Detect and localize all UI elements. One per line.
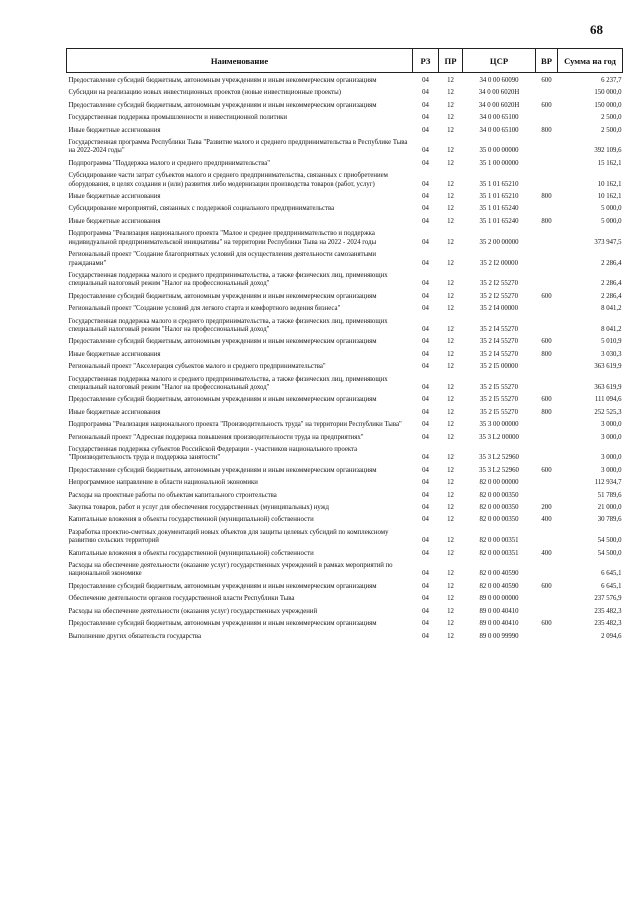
cell-rz: 04 — [422, 516, 429, 524]
cell-sum: 5 010,9 — [601, 338, 622, 346]
table-row — [67, 620, 623, 628]
cell-rz: 04 — [422, 193, 429, 201]
cell-pr: 12 — [447, 479, 454, 487]
cell-vr — [536, 562, 558, 579]
cell-sum: 6 645,1 — [601, 582, 622, 590]
cell-sum: 235 482,3 — [594, 607, 622, 615]
cell-pr: 12 — [447, 537, 454, 545]
cell-rz: 04 — [422, 607, 429, 615]
cell-rz: 04 — [422, 396, 429, 404]
page-number: 68 — [590, 22, 603, 37]
cell-pr: 12 — [447, 632, 454, 640]
table-row — [67, 338, 623, 346]
cell-csr: 35 2 I4 00000 — [480, 305, 518, 313]
table-row — [67, 633, 623, 641]
cell-name: Предоставление субсидий бюджетным, автономным учреждениям и иным некоммерческим организациям — [68, 582, 377, 590]
cell-rz: 04 — [422, 363, 429, 371]
cell-rz: 04 — [422, 159, 429, 167]
cell-csr: 35 2 I5 00000 — [480, 363, 518, 371]
cell-name: Субсидирование части затрат субъектов малого и среднего предпринимательства, связанных с приобретением оборудования, в целях создания и (или) развития либо модернизации производства товаров (работ, услуг) — [68, 172, 388, 188]
cell-name: Иные бюджетные ассигнования — [68, 126, 161, 134]
cell-name: Иные бюджетные ассигнования — [68, 193, 161, 201]
table-row — [67, 351, 623, 359]
cell-name: Региональный проект "Создание условий для легкого старта и комфортного ведения бизнеса" — [68, 305, 341, 313]
cell-vr: 200 — [541, 504, 552, 512]
cell-name: Расходы на обеспечение деятельности (оказание услуг) государственных учреждений в рамках мероприятий по национальной экономике — [68, 562, 393, 578]
cell-pr: 12 — [447, 126, 454, 134]
cell-sum: 2 286,4 — [601, 280, 622, 288]
cell-pr: 12 — [447, 305, 454, 313]
cell-csr: 35 3 L2 00000 — [479, 433, 519, 441]
cell-pr: 12 — [447, 280, 454, 288]
cell-rz: 04 — [422, 180, 429, 188]
cell-vr — [536, 633, 558, 641]
cell-csr: 35 1 01 65240 — [479, 205, 519, 213]
cell-name: Предоставление субсидий бюджетным, автономным учреждениям и иным некоммерческим организациям — [68, 77, 377, 84]
table-row — [67, 376, 623, 393]
cell-csr: 34 0 00 60090 — [479, 77, 519, 84]
cell-vr: 800 — [541, 217, 552, 225]
cell-pr: 12 — [447, 549, 454, 557]
header-pr: ПР — [439, 49, 463, 73]
cell-sum: 150 000,0 — [594, 101, 622, 109]
cell-name: Капитальные вложения в объекты государственной (муниципальной) собственности — [68, 516, 314, 524]
table-row — [67, 114, 623, 122]
cell-csr: 35 1 01 65210 — [479, 180, 519, 188]
table-row — [67, 293, 623, 301]
cell-sum: 10 162,1 — [597, 193, 622, 201]
cell-pr: 12 — [447, 363, 454, 371]
header-rz: РЗ — [413, 49, 439, 73]
cell-sum: 3 000,0 — [601, 433, 622, 441]
cell-name: Подпрограмма "Реализация национального проекта "Производительность труда" на территории Республики Тыва" — [68, 421, 402, 429]
cell-vr — [536, 89, 558, 97]
cell-vr — [536, 492, 558, 500]
cell-csr: 89 0 00 00000 — [479, 595, 519, 603]
cell-vr: 800 — [541, 350, 552, 358]
cell-pr: 12 — [447, 491, 454, 499]
cell-pr: 12 — [447, 193, 454, 201]
cell-rz: 04 — [422, 504, 429, 512]
cell-name: Субсидирование мероприятий, связанных с поддержкой социального предпринимательства — [68, 205, 335, 213]
cell-pr: 12 — [447, 259, 454, 267]
cell-name: Государственная поддержка малого и среднего предпринимательства, а также физических лиц, применяющих специальный налоговый режим "Налог на профессиональный доход" — [68, 317, 388, 333]
table-row — [67, 583, 623, 591]
table-row — [67, 467, 623, 475]
cell-csr: 89 0 00 40410 — [479, 620, 519, 628]
cell-vr — [536, 251, 558, 268]
cell-rz: 04 — [422, 305, 429, 313]
table-row — [67, 102, 623, 110]
table-row — [67, 434, 623, 442]
table-row — [67, 396, 623, 404]
table-row — [67, 529, 623, 546]
cell-csr: 35 2 I2 55270 — [480, 292, 518, 300]
table-row — [67, 89, 623, 97]
cell-pr: 12 — [447, 205, 454, 213]
cell-sum: 373 947,5 — [594, 238, 622, 246]
cell-vr: 400 — [541, 516, 552, 524]
cell-sum: 54 500,0 — [597, 549, 622, 557]
cell-name: Предоставление субсидий бюджетным, автономным учреждениям и иным некоммерческим организациям — [68, 466, 377, 474]
cell-sum: 363 619,9 — [594, 383, 622, 391]
cell-rz: 04 — [422, 570, 429, 578]
cell-rz: 04 — [422, 89, 429, 97]
table-row — [67, 272, 623, 289]
cell-csr: 82 0 00 00350 — [479, 504, 519, 512]
cell-pr: 12 — [447, 114, 454, 122]
cell-vr: 600 — [541, 466, 552, 474]
cell-rz: 04 — [422, 421, 429, 429]
cell-sum: 51 789,6 — [597, 491, 622, 499]
cell-pr: 12 — [447, 89, 454, 97]
cell-csr: 89 0 00 40410 — [479, 607, 519, 615]
cell-name: Непрограммное направление в области национальной экономики — [68, 479, 258, 487]
cell-name: Региональный проект "Адресная поддержка повышения производительности труда на предприятиях" — [68, 433, 364, 441]
cell-sum: 112 934,7 — [594, 479, 622, 487]
cell-pr: 12 — [447, 570, 454, 578]
header-sum: Сумма на год — [558, 49, 623, 73]
cell-sum: 8 041,2 — [601, 305, 622, 313]
cell-sum: 6 237,7 — [601, 77, 622, 84]
cell-sum: 237 576,9 — [594, 595, 622, 603]
cell-vr — [536, 363, 558, 371]
cell-sum: 2 500,0 — [601, 114, 622, 122]
cell-sum: 6 645,1 — [601, 570, 622, 578]
cell-sum: 5 000,0 — [601, 217, 622, 225]
cell-vr: 600 — [541, 620, 552, 628]
cell-pr: 12 — [447, 338, 454, 346]
table-row — [67, 139, 623, 156]
cell-rz: 04 — [422, 205, 429, 213]
cell-name: Предоставление субсидий бюджетным, автономным учреждениям и иным некоммерческим организациям — [68, 101, 377, 109]
cell-pr: 12 — [447, 77, 454, 84]
cell-csr: 89 0 00 99990 — [479, 632, 519, 640]
cell-pr: 12 — [447, 595, 454, 603]
cell-name: Государственная поддержка малого и среднего предпринимательства, а также физических лиц, применяющих специальный налоговый режим "Налог на профессиональный доход" — [68, 271, 388, 288]
cell-csr: 82 0 00 40590 — [479, 570, 519, 578]
cell-pr: 12 — [447, 421, 454, 429]
cell-rz: 04 — [422, 114, 429, 122]
cell-name: Иные бюджетные ассигнования — [68, 350, 161, 358]
cell-csr: 35 3 L2 52960 — [479, 466, 519, 474]
cell-pr: 12 — [447, 238, 454, 246]
table-row — [67, 504, 623, 512]
cell-sum: 3 000,0 — [601, 466, 622, 474]
cell-sum: 3 000,0 — [601, 454, 622, 462]
table-body — [67, 73, 623, 641]
cell-rz: 04 — [422, 238, 429, 246]
cell-sum: 3 000,0 — [601, 421, 622, 429]
cell-vr: 800 — [541, 408, 552, 416]
cell-name: Обеспечение деятельности органов государственной власти Республики Тыва — [68, 595, 295, 603]
table-row — [67, 251, 623, 268]
table-row — [67, 193, 623, 201]
cell-rz: 04 — [422, 595, 429, 603]
table-row — [67, 595, 623, 603]
table-row — [67, 205, 623, 213]
cell-csr: 35 2 I4 55270 — [480, 325, 518, 333]
cell-sum: 10 162,1 — [597, 180, 622, 188]
cell-rz: 04 — [422, 350, 429, 358]
cell-rz: 04 — [422, 217, 429, 225]
header-vr: ВР — [536, 49, 558, 73]
cell-sum: 252 525,3 — [594, 408, 622, 416]
cell-rz: 04 — [422, 383, 429, 391]
cell-csr: 35 2 I5 55270 — [480, 396, 518, 404]
cell-rz: 04 — [422, 126, 429, 134]
cell-name: Выполнение других обязательств государства — [68, 632, 202, 640]
cell-vr — [536, 318, 558, 335]
cell-csr: 35 3 00 00000 — [479, 421, 519, 429]
cell-csr: 82 0 00 40590 — [479, 582, 519, 590]
cell-rz: 04 — [422, 433, 429, 441]
cell-vr — [536, 434, 558, 442]
table-row — [67, 127, 623, 135]
cell-name: Закупка товаров, работ и услуг для обеспечения государственных (муниципальных) нужд — [68, 504, 329, 512]
cell-sum: 54 500,0 — [597, 537, 622, 545]
cell-csr: 34 0 00 6020Н — [478, 89, 520, 97]
table-row — [67, 77, 623, 85]
cell-vr: 600 — [541, 396, 552, 404]
header-csr: ЦСР — [463, 49, 536, 73]
cell-pr: 12 — [447, 383, 454, 391]
cell-csr: 35 2 I2 00000 — [480, 259, 518, 267]
cell-vr — [536, 230, 558, 247]
cell-vr: 800 — [541, 126, 552, 134]
cell-name: Региональный проект "Акселерация субъектов малого и среднего предпринимательства" — [68, 363, 326, 371]
cell-sum: 21 000,0 — [597, 504, 622, 512]
cell-csr: 82 0 00 00351 — [479, 549, 519, 557]
cell-pr: 12 — [447, 292, 454, 300]
cell-vr: 600 — [541, 338, 552, 346]
table-row — [67, 409, 623, 417]
cell-csr: 35 2 I5 55270 — [480, 408, 518, 416]
cell-rz: 04 — [422, 408, 429, 416]
cell-rz: 04 — [422, 632, 429, 640]
cell-sum: 235 482,3 — [594, 620, 622, 628]
table-row — [67, 516, 623, 524]
cell-vr: 600 — [541, 77, 552, 84]
cell-vr: 600 — [541, 101, 552, 109]
cell-sum: 30 789,6 — [597, 516, 622, 524]
cell-name: Разработка проектно-сметных документаций новых объектов для защиты целевых субсидий по комплексному развитию сельских территорий — [68, 528, 389, 545]
cell-pr: 12 — [447, 217, 454, 225]
cell-rz: 04 — [422, 325, 429, 333]
cell-csr: 82 0 00 00351 — [479, 537, 519, 545]
cell-name: Расходы на проектные работы по объектам капитального строительства — [68, 491, 277, 499]
cell-pr: 12 — [447, 454, 454, 462]
table-row — [67, 421, 623, 429]
cell-rz: 04 — [422, 259, 429, 267]
cell-csr: 82 0 00 00350 — [479, 491, 519, 499]
cell-name: Предоставление субсидий бюджетным, автономным учреждениям и иным некоммерческим организациям — [68, 292, 377, 300]
cell-sum: 111 094,6 — [594, 396, 622, 404]
cell-name: Государственная поддержка малого и среднего предпринимательства, а также физических лиц, применяющих специальный налоговый режим "Налог на профессиональный доход" — [68, 375, 388, 391]
cell-pr: 12 — [447, 159, 454, 167]
table-row — [67, 562, 623, 579]
cell-name: Иные бюджетные ассигнования — [68, 408, 161, 416]
cell-pr: 12 — [447, 466, 454, 474]
table-row — [67, 305, 623, 313]
cell-vr — [536, 172, 558, 189]
cell-pr: 12 — [447, 620, 454, 628]
table-row — [67, 363, 623, 371]
cell-vr — [536, 421, 558, 429]
cell-name: Предоставление субсидий бюджетным, автономным учреждениям и иным некоммерческим организациям — [68, 620, 377, 628]
table-row — [67, 172, 623, 189]
table-row — [67, 479, 623, 487]
header-name: Наименование — [67, 49, 413, 73]
cell-pr: 12 — [447, 607, 454, 615]
cell-pr: 12 — [447, 582, 454, 590]
cell-pr: 12 — [447, 180, 454, 188]
cell-name: Предоставление субсидий бюджетным, автономным учреждениям и иным некоммерческим организациям — [68, 338, 377, 346]
cell-sum: 392 109,6 — [594, 147, 622, 155]
cell-pr: 12 — [447, 325, 454, 333]
cell-vr — [536, 446, 558, 463]
cell-rz: 04 — [422, 620, 429, 628]
cell-csr: 35 0 00 00000 — [479, 147, 519, 155]
cell-csr: 34 0 00 6020Н — [478, 101, 520, 109]
cell-pr: 12 — [447, 350, 454, 358]
cell-sum: 5 000,0 — [601, 205, 622, 213]
cell-rz: 04 — [422, 77, 429, 84]
cell-pr: 12 — [447, 433, 454, 441]
cell-pr: 12 — [447, 504, 454, 512]
cell-sum: 2 286,4 — [601, 259, 622, 267]
cell-name: Предоставление субсидий бюджетным, автономным учреждениям и иным некоммерческим организациям — [68, 396, 377, 404]
cell-csr: 35 1 01 65210 — [479, 193, 519, 201]
cell-rz: 04 — [422, 491, 429, 499]
table-row — [67, 218, 623, 226]
cell-sum: 2 500,0 — [601, 126, 622, 134]
cell-name: Государственная программа Республики Тыва "Развитие малого и среднего предпринимательства в Республике Тыва на 2022-2024 годы" — [68, 139, 408, 155]
cell-vr: 600 — [541, 292, 552, 300]
cell-vr: 600 — [541, 582, 552, 590]
cell-csr: 82 0 00 00350 — [479, 516, 519, 524]
cell-rz: 04 — [422, 101, 429, 109]
cell-csr: 35 3 L2 52960 — [479, 454, 519, 462]
cell-sum: 15 162,1 — [597, 159, 622, 167]
cell-rz: 04 — [422, 466, 429, 474]
cell-name: Государственная поддержка промышленности и инвестиционной политики — [68, 114, 288, 122]
cell-csr: 34 0 00 65100 — [479, 114, 519, 122]
cell-sum: 2 286,4 — [601, 292, 622, 300]
cell-pr: 12 — [447, 408, 454, 416]
cell-vr — [536, 608, 558, 616]
cell-vr — [536, 376, 558, 393]
cell-csr: 35 1 01 65240 — [479, 217, 519, 225]
cell-pr: 12 — [447, 396, 454, 404]
budget-table — [66, 48, 623, 641]
table-row — [67, 446, 623, 463]
cell-name: Расходы на обеспечение деятельности (оказания услуг) государственных учреждений — [68, 607, 318, 615]
table-row — [67, 608, 623, 616]
cell-vr — [536, 160, 558, 168]
cell-csr: 35 2 I2 55270 — [480, 280, 518, 288]
table-row — [67, 160, 623, 168]
cell-pr: 12 — [447, 147, 454, 155]
cell-csr: 35 1 00 00000 — [479, 159, 519, 167]
cell-vr: 400 — [541, 549, 552, 557]
cell-csr: 35 2 I4 55270 — [480, 350, 518, 358]
cell-vr — [536, 272, 558, 289]
cell-csr: 35 2 00 00000 — [479, 238, 519, 246]
cell-csr: 35 2 I4 55270 — [480, 338, 518, 346]
cell-name: Государственная поддержка субъектов Российской Федерации - участников национального проекта "Производительность труда и поддержка занятости" — [68, 446, 358, 462]
cell-sum: 363 619,9 — [594, 363, 622, 371]
cell-csr: 35 2 I5 55270 — [480, 383, 518, 391]
cell-rz: 04 — [422, 292, 429, 300]
cell-name: Субсидии на реализацию новых инвестиционных проектов (новые инвестиционные проекты) — [68, 89, 341, 97]
cell-rz: 04 — [422, 338, 429, 346]
cell-rz: 04 — [422, 537, 429, 545]
cell-csr: 82 0 00 00000 — [479, 479, 519, 487]
cell-name: Подпрограмма "Реализация национального проекта "Малое и среднее предпринимательство и поддержка индивидуальной предпринимательской инициативы" на территории Республики Тыва на 2022 - 2024 годы — [68, 230, 377, 246]
cell-vr — [536, 529, 558, 546]
cell-vr — [536, 305, 558, 313]
cell-sum: 2 094,6 — [601, 632, 622, 640]
cell-rz: 04 — [422, 280, 429, 288]
cell-vr — [536, 595, 558, 603]
cell-csr: 34 0 00 65100 — [479, 126, 519, 134]
cell-rz: 04 — [422, 582, 429, 590]
cell-rz: 04 — [422, 479, 429, 487]
cell-sum: 3 030,3 — [601, 350, 622, 358]
cell-pr: 12 — [447, 101, 454, 109]
table-row — [67, 318, 623, 335]
cell-pr: 12 — [447, 516, 454, 524]
cell-name: Региональный проект "Создание благоприятных условий для осуществления деятельности самозанятыми гражданами" — [68, 251, 377, 267]
cell-rz: 04 — [422, 549, 429, 557]
cell-name: Подпрограмма "Поддержка малого и среднего предпринимательства" — [68, 159, 270, 167]
table-row — [67, 550, 623, 558]
cell-vr: 800 — [541, 193, 552, 201]
table-row — [67, 492, 623, 500]
cell-name: Иные бюджетные ассигнования — [68, 217, 161, 225]
cell-vr — [536, 479, 558, 487]
cell-vr — [536, 139, 558, 156]
cell-sum: 8 041,2 — [601, 325, 622, 333]
cell-sum: 150 000,0 — [594, 89, 622, 97]
cell-vr — [536, 114, 558, 122]
table-row — [67, 230, 623, 247]
table-header — [67, 49, 623, 73]
cell-rz: 04 — [422, 454, 429, 462]
cell-rz: 04 — [422, 147, 429, 155]
cell-name: Капитальные вложения в объекты государственной (муниципальной) собственности — [68, 549, 314, 557]
cell-vr — [536, 205, 558, 213]
